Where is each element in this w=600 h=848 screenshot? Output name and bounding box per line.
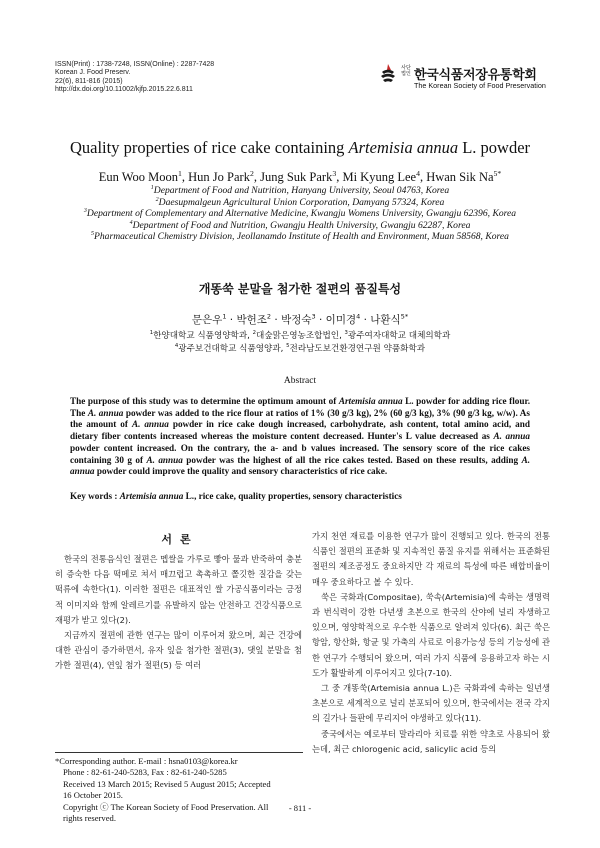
- korean-affiliation-mark: 4: [174, 343, 179, 350]
- affiliation-text: Department of Food and Nutrition, Hanyang University, Seoul 04763, Korea: [153, 185, 450, 196]
- korean-affiliation-mark: 3: [344, 330, 348, 337]
- affiliation-line: [0, 197, 600, 209]
- society-english-name: The Korean Society of Food Preservation: [414, 81, 546, 90]
- affiliation-line: [0, 185, 600, 197]
- korean-author-mark: 5*: [400, 312, 409, 321]
- author-name: Mi Kyung Lee: [342, 170, 417, 184]
- author-affiliation-mark: 1: [178, 168, 182, 178]
- abstract-text: powder in rice cake dough increased, carbohydrate, ash content, total amino acid, and dietary fiber contents increased whereas the moisture content decreased. Hunter's L value decreased as: [70, 419, 530, 442]
- author-name: Hwan Sik Na: [426, 170, 494, 184]
- keywords-list: L., rice cake, quality properties, sensory characteristics: [183, 491, 402, 501]
- keywords-label: Key words :: [70, 491, 120, 501]
- korean-affiliation-list: [0, 330, 600, 356]
- author-affiliation-mark: 5*: [493, 168, 502, 178]
- copyright: Copyright ⓒ The Korean Society of Food Preservation. All: [63, 801, 269, 812]
- korean-author-name: 박정숙: [281, 314, 312, 326]
- journal-name: Korean J. Food Preserv.: [55, 69, 131, 77]
- page-number: - 811 -: [288, 803, 312, 813]
- korean-author-name: 나환식: [370, 314, 401, 326]
- intro-paragraph: 그 중 개똥쑥(Artemisia annua L.)은 국화과에 속하는 일년생 초본으로 세계적으로 널리 분포되어 있으며, 한국에서는 전국 각지의 길가나 들판에 무리지어 야생하고 있다(11).: [312, 683, 550, 724]
- abstract-text: L. powder for adding rice flour. The: [70, 396, 530, 418]
- affiliation-mark: 3: [83, 208, 87, 214]
- society-logo: [378, 62, 558, 92]
- affiliation-text: Department of Food and Nutrition, Gwangju Health University, Gwangju 62287, Korea: [132, 219, 471, 231]
- affiliation-mark: 4: [129, 219, 133, 226]
- abstract-species: A. annua: [493, 431, 530, 442]
- abstract-body: [70, 396, 530, 478]
- author-name: Eun Woo Moon: [98, 170, 179, 184]
- korean-author-mark: 2: [266, 312, 272, 321]
- intro-paragraph: 중국에서는 예로부터 말라리아 치료를 위한 약초로 사용되어 왔는데, 최근 chlorogenic acid, salicylic acid 등의: [312, 728, 550, 754]
- affiliation-line: [0, 208, 600, 220]
- abstract-species: Artemisia annua: [338, 396, 403, 406]
- society-emblem-icon: [378, 63, 398, 85]
- korean-affiliation-line-2: $^4$광주보건대학교 식품영양과, $^5$전라남도보건환경연구원 약품화학과: [174, 343, 426, 354]
- affiliation-text: Pharmaceutical Chemistry Division, Jeollanamdo Institute of Health and Environment, Muan 58568, Korea: [94, 231, 509, 243]
- title-suffix: L. powder: [458, 138, 531, 157]
- abstract-species: A. annua: [70, 454, 530, 477]
- author-affiliation-mark: 2: [249, 168, 254, 178]
- korean-affiliation-text: 대숲맑은영농조합법인: [256, 331, 340, 341]
- korean-affiliation-text: 광주보건대학교 식품영양과: [178, 344, 281, 354]
- corresponding-author: *Corresponding author. E-mail : hsna0103@korea.kr: [55, 756, 238, 766]
- affiliation-text: Department of Complementary and Alternative Medicine, Kwangju Womens University, Gwangju 62396, Korea: [86, 208, 517, 220]
- korean-affiliation-mark: 5: [286, 343, 290, 350]
- affiliation-list: [0, 185, 600, 243]
- footnote-divider: [55, 752, 303, 753]
- korean-affiliation-mark: 2: [252, 330, 257, 337]
- korean-author-list: 문은우$^1$ · 박헌조$^2$ · 박정숙$^3$ · 이미경$^4$ · 나환식$^{5*}$: [191, 312, 409, 326]
- society-korean-name: 한국식품저장유통학회: [414, 68, 537, 83]
- intro-paragraph: 지금까지 절편에 관한 연구는 많이 이루어져 왔으며, 최근 건강에 대한 관심이 증가하면서, 유자 잎을 첨가한 절편(3), 댓잎 분말을 첨가한 절편(4), 연잎 첨가 절편(5) 등 여러: [55, 630, 302, 671]
- abstract-text: powder content increased. On the contrary, the a- and b values increased. The sensory score of the rice cakes containing 30 g of: [70, 442, 530, 465]
- keywords-species: Artemisia annua: [119, 491, 184, 501]
- keywords: [70, 491, 540, 501]
- journal-meta: [55, 61, 214, 94]
- korean-affiliation-text: 전라남도보건환경연구원 약품화학과: [289, 344, 426, 354]
- affiliation-mark: 5: [91, 231, 94, 238]
- title-species: Artemisia annua: [348, 138, 459, 157]
- abstract-species: A. annua: [87, 407, 124, 418]
- intro-paragraph: 쑥은 국화과(Compositae), 쑥속(Artemisia)에 속하는 생명력과 번식력이 강한 다년생 초본으로 한국의 산야에 널리 자생하고 있으며, 영양학적으로 우수한 식품으로 알려져 있다(6). 최근 쑥은 항암, 항산화, 항균 및 가축의 사료로 이용가능성 등의 기능성에 관한 연구가 수행되어 왔으며, 여러 가지 식품에 응용하고자 하는 시도가 활발하게 이루어지고 있다(7-10).: [312, 591, 550, 678]
- author-affiliation-mark: 3: [332, 168, 337, 178]
- volume-pages: 22(6), 811-816 (2015): [55, 77, 123, 85]
- affiliation-text: Daesupmalgeun Agricultural Union Corporation, Damyang 57324, Korea: [158, 196, 445, 208]
- contact-phone: Phone : 82-61-240-5283, Fax : 82-61-240-5285: [63, 767, 227, 778]
- logo-small-text: 사단 법인: [401, 65, 411, 77]
- footnote: [55, 756, 305, 824]
- korean-affiliation-line-1: $^1$한양대학교 식품영양학과, $^2$대숲맑은영농조합법인, $^3$광주여자대학교 대체의학과: [149, 330, 451, 341]
- intro-left-column: [55, 552, 302, 674]
- abstract-text: The purpose of this study was to determine the optimum amount of: [70, 396, 339, 406]
- abstract-text: powder was added to the rice flour at ratios of 1% (30 g/3 kg), 2% (60 g/3 kg), 3% (90 g/3 kg, w/w). As the amount of: [70, 407, 530, 430]
- korean-affiliation-text: 광주여자대학교 대체의학과: [347, 331, 451, 341]
- korean-author-name: 이미경: [325, 314, 357, 326]
- author-name: Hun Jo Park: [188, 170, 250, 184]
- affiliation-line: [0, 231, 600, 243]
- abstract-species: A. annua: [131, 419, 169, 430]
- section-heading-introduction: 서론: [161, 533, 199, 546]
- paper-title: [0, 138, 600, 158]
- korean-author-name: 문은우: [191, 314, 223, 326]
- abstract-text: powder was the highest of all the rice cakes tested. Based on these results, adding: [182, 454, 522, 465]
- title-prefix: Quality properties of rice cake containing: [69, 138, 349, 157]
- affiliation-line: [0, 220, 600, 232]
- author-name: Jung Suk Park: [260, 170, 333, 184]
- korean-author-name: 박헌조: [236, 314, 267, 326]
- issn-line: ISSN(Print) : 1738-7248, ISSN(Online) : 2287-7428: [55, 61, 215, 68]
- korean-affiliation-mark: 1: [149, 330, 154, 337]
- author-list: Eun Woo Moon$^1$, Hun Jo Park$^2$, Jung Suk Park$^3$, Mi Kyung Lee$^4$, Hwan Sik $Na^{5*}$: [98, 168, 502, 184]
- doi-link[interactable]: http://dx.doi.org/10.11002/kjfp.2015.22.6.811: [55, 85, 193, 93]
- abstract-heading: Abstract: [283, 376, 317, 386]
- abstract-text: powder could improve the quality and sensory characteristics of rice cake.: [94, 466, 388, 477]
- korean-author-mark: 4: [356, 312, 361, 321]
- received-dates: Received 13 March 2015; Revised 5 August 2015; Accepted: [63, 778, 271, 789]
- intro-paragraph: 한국의 전통음식인 절편은 멥쌀을 가루로 빻아 물과 반죽하여 충분히 증숙한 다음 떡메로 쳐서 매끄럽고 촉촉하고 쫄깃한 질감을 갖는 떡류에 속한다(1). 이러한 절편은 대표적인 쌀 가공식품이라는 긍정적 이미지와 함께 알레르기를 유발하지 않는 안전하고 건강식품으로 재평가 받고 있다(2).: [55, 554, 302, 625]
- affiliation-mark: 2: [155, 196, 159, 203]
- accepted-date: 16 October 2015.: [63, 790, 123, 801]
- author-affiliation-mark: 4: [416, 168, 420, 178]
- korean-author-mark: 3: [311, 312, 316, 321]
- korean-affiliation-text: 한양대학교 식품영양학과: [153, 331, 248, 341]
- affiliation-mark: 1: [150, 184, 154, 191]
- abstract-species: A. annua: [146, 454, 183, 465]
- korean-author-mark: 1: [222, 312, 227, 321]
- korean-title: 개똥쑥 분말을 첨가한 절편의 품질특성: [198, 282, 402, 296]
- rights: rights reserved.: [63, 813, 116, 824]
- intro-paragraph: 가지 천연 재료를 이용한 연구가 많이 진행되고 있다. 한국의 전통식품인 절편의 표준화 및 지속적인 품질 유지를 위해서는 표준화된 절편의 제조공정도 중요하지만 각 재료의 특성에 따른 배합비율이 매우 중요하다고 볼 수 있다.: [312, 531, 550, 587]
- intro-right-column: [312, 529, 550, 757]
